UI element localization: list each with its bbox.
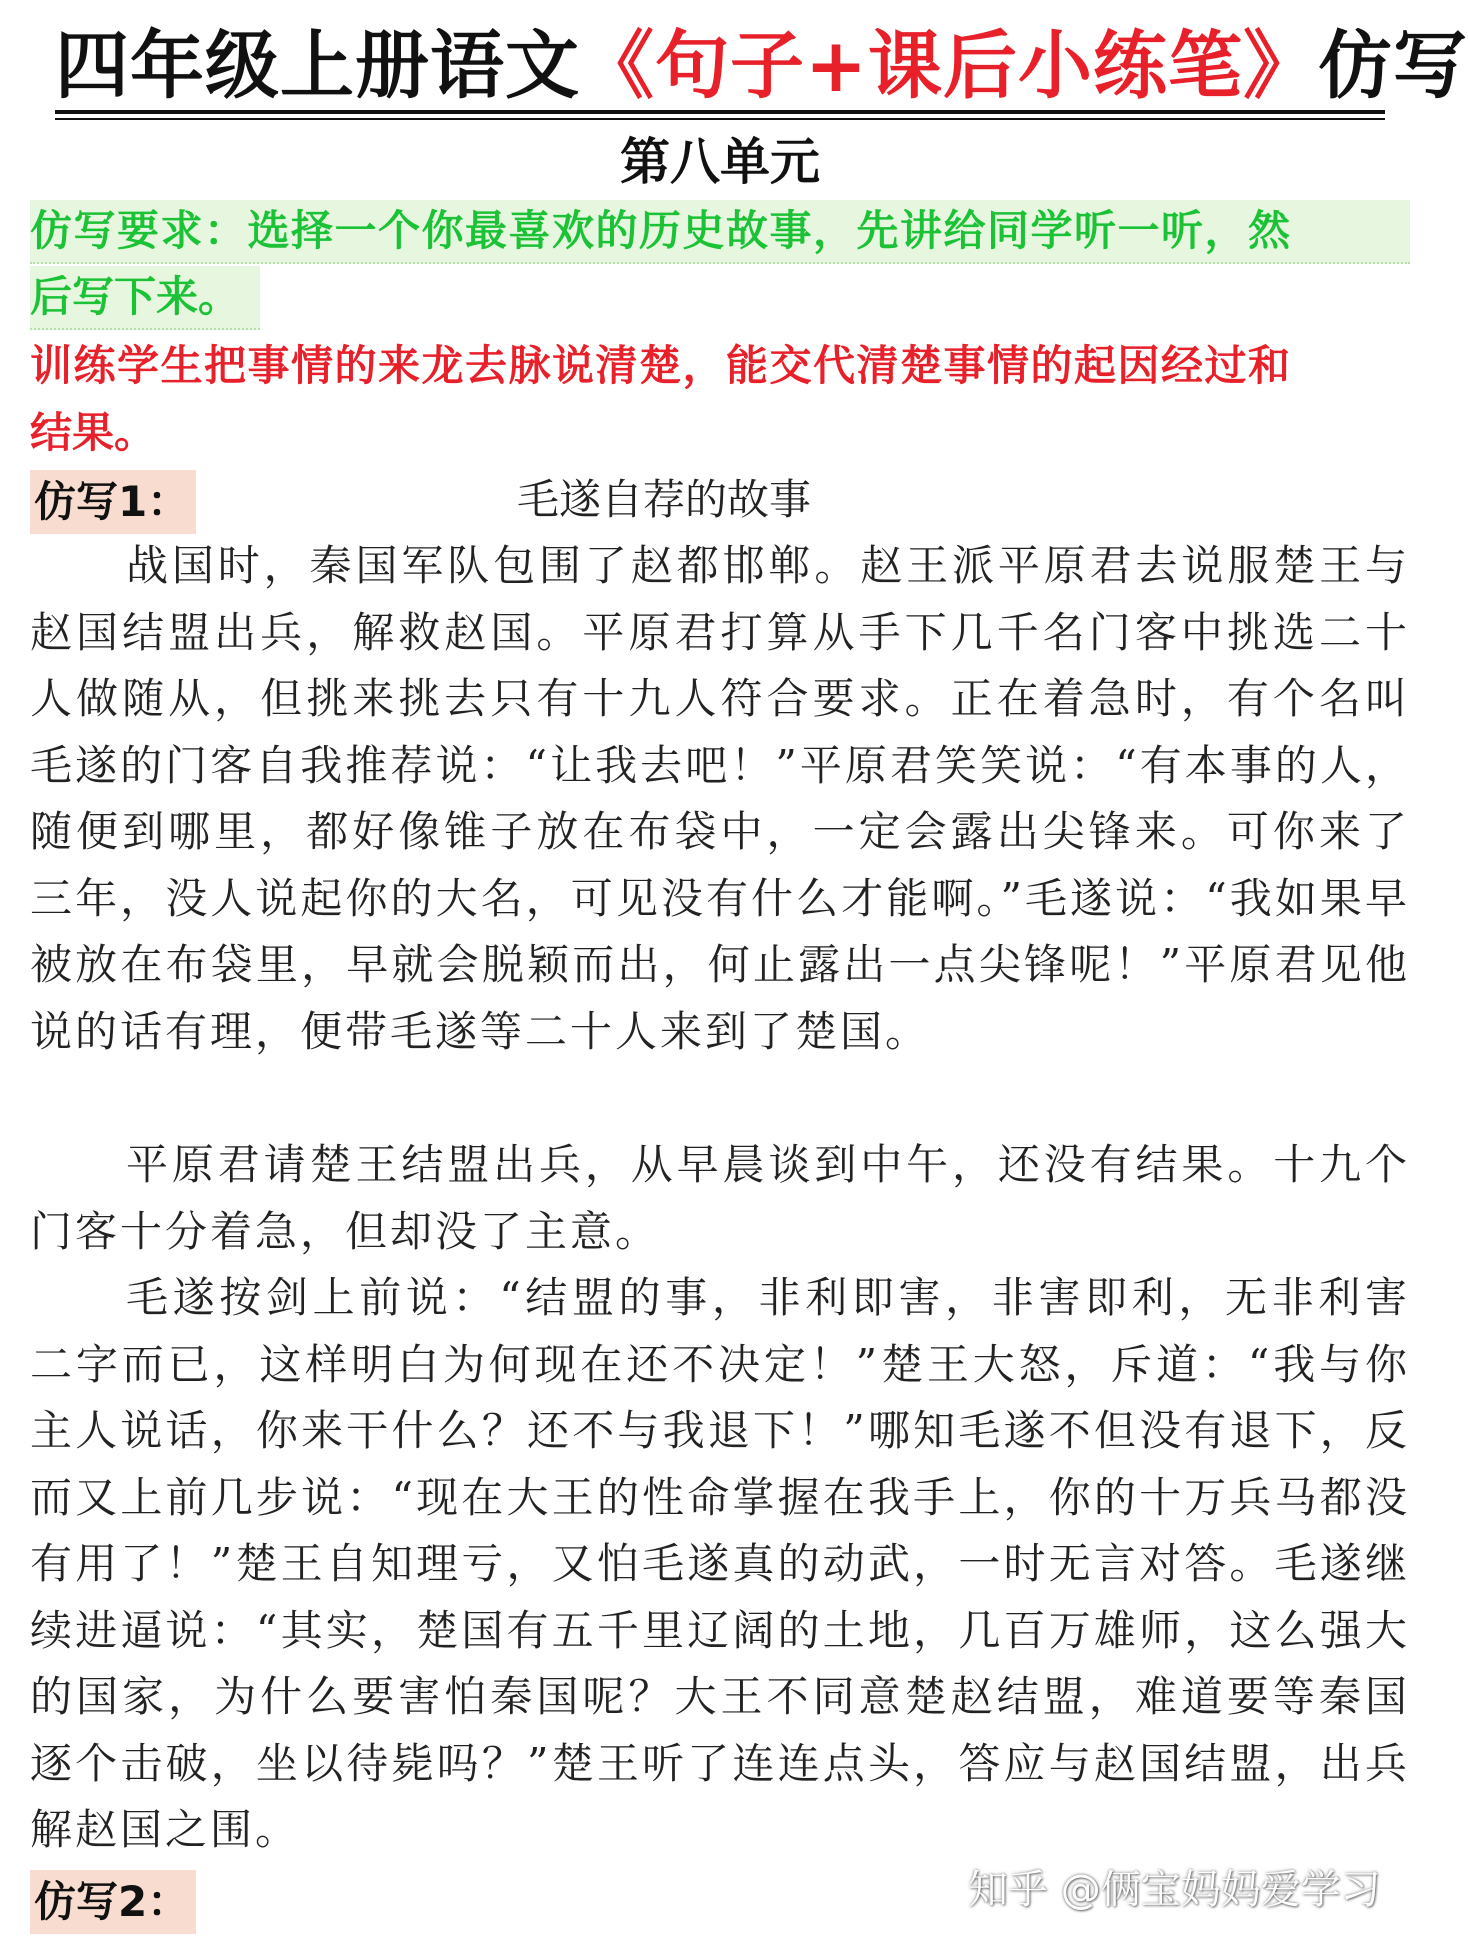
unit-heading: 第八单元 — [620, 133, 820, 191]
title-grade: 四年级上册语文 — [55, 23, 580, 109]
story-paragraph-2: 平原君请楚王结盟出兵，从早晨谈到中午，还没有结果。十九个门客十分着急，但却没了主意。 — [30, 1140, 1410, 1256]
title-underline-thin — [55, 118, 1385, 120]
section-label-1: 仿写1： — [30, 470, 196, 534]
zhihu-watermark: 知乎 @俩宝妈妈爱学习 — [968, 1867, 1381, 1913]
story-paragraph-3: 毛遂按剑上前说：“结盟的事，非利即害，非害即利，无非利害二字而已，这样明白为何现在还不决定！”楚王大怒，斥道：“我与你主人说话，你来干什么？还不与我退下！”哪知毛遂不但没有退下，反而又上前几步说：“现在大王的性命掌握在我手上，你的十万兵马都没有用了！”楚王自知理亏，又怕毛遂真的动武，一时无言对答。毛遂继续进逼说：“其实，楚国有五千里辽阔的土地，几百万雄师，这么强大的国家，为什么要害怕秦国呢？大王不同意楚赵结盟，难道要等秦国逐个击破，坐以待毙吗？”楚王听了连连点头，答应与赵国结盟，出兵解赵国之围。 — [30, 1273, 1410, 1854]
requirement-line-2: 后写下来。 — [30, 266, 260, 330]
training-line-2: 结果。 — [30, 408, 157, 457]
title-underline — [55, 110, 1385, 114]
requirement-line-1: 仿写要求：选择一个你最喜欢的历史故事，先讲给同学听一听，然 — [30, 200, 1410, 264]
training-line-1: 训练学生把事情的来龙去脉说清楚，能交代清楚事情的起因经过和 — [30, 341, 1292, 390]
story-title: 毛遂自荐的故事 — [517, 475, 812, 524]
story-paragraph-1: 战国时，秦国军队包围了赵都邯郸。赵王派平原君去说服楚王与赵国结盟出兵，解救赵国。平原君打算从手下几千名门客中挑选二十人做随从，但挑来挑去只有十九人符合要求。正在着急时，有个名叫毛遂的门客自我推荐说：“让我去吧！”平原君笑笑说：“有本事的人，随便到哪里，都好像锥子放在布袋中，一定会露出尖锋来。可你来了三年，没人说起你的大名，可见没有什么才能啊。”毛遂说：“我如果早被放在布袋里，早就会脱颖而出，何止露出一点尖锋呢！”平原君见他说的话有理，便带毛遂等二十人来到了楚国。 — [30, 541, 1410, 1056]
section-label-2: 仿写2： — [30, 1870, 196, 1934]
page-title — [55, 18, 1468, 114]
title-suffix: 仿写 — [1318, 23, 1468, 109]
title-book: 《句子+课后小练笔》 — [580, 23, 1319, 109]
